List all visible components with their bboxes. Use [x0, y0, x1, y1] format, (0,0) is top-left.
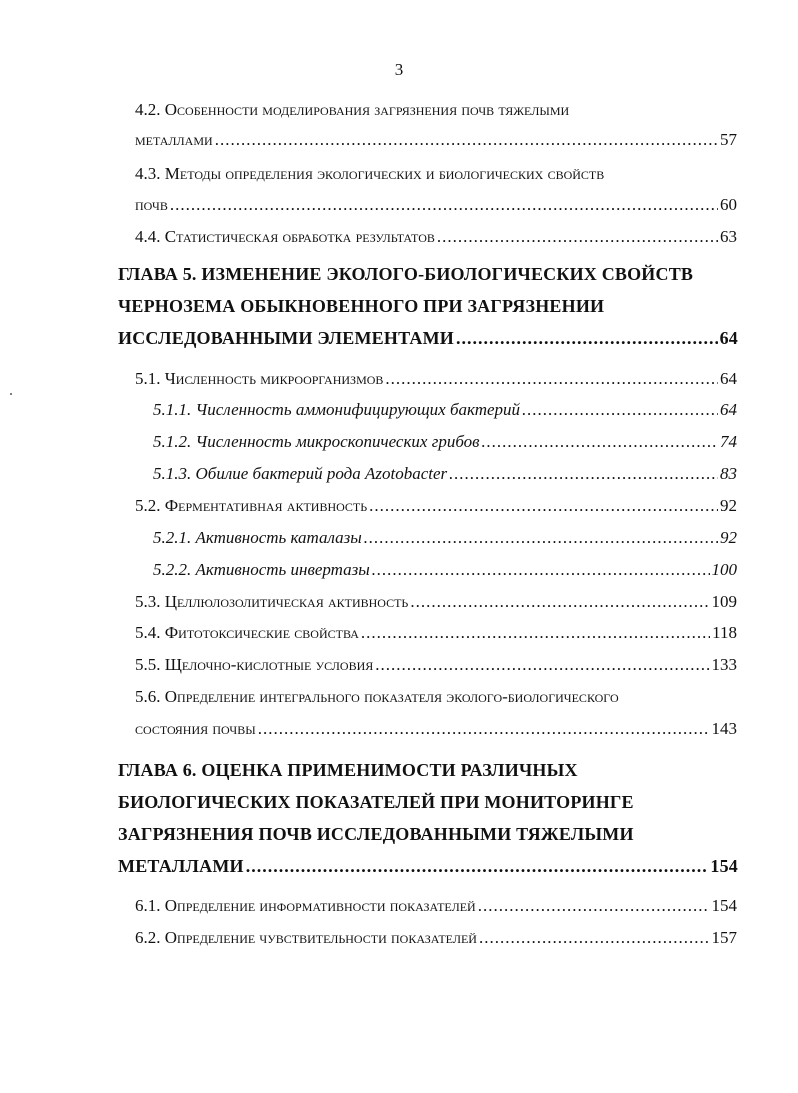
leader-dots: [410, 590, 709, 614]
toc-page-number: 64: [719, 328, 738, 348]
toc-entry-5-6-line1: 5.6. Определение интегрального показателя эколого-биологического: [135, 687, 619, 706]
toc-page-number: 64: [720, 369, 737, 388]
toc-page-number: 63: [720, 227, 737, 246]
leader-dots: [361, 621, 710, 645]
toc-entry-6-1: [135, 894, 737, 918]
toc-entry-title: 4.4. Статистическая обработка результатов: [135, 227, 435, 246]
toc-entry-4-3-line1: 4.3. Методы определения экологических и биологических свойств: [135, 164, 605, 183]
toc-page-number: 57: [720, 130, 737, 149]
leader-dots: [479, 926, 710, 950]
toc-entry-title: 5.1. Численность микроорганизмов: [135, 369, 384, 388]
toc-entry-4-2-line1: 4.2. Особенности моделирования загрязнения почв тяжелыми: [135, 100, 570, 119]
toc-page-number: 64: [720, 400, 737, 419]
toc-entry-title: 5.2. Ферментативная активность: [135, 496, 368, 515]
leader-dots: [372, 558, 710, 582]
toc-entry-5-2-1: [153, 526, 737, 550]
toc-entry-5-1-3: [153, 462, 737, 486]
page-number: 3: [394, 60, 404, 79]
toc-entry-title: 5.4. Фитотоксические свойства: [135, 623, 359, 642]
toc-page-number: 60: [720, 195, 737, 214]
toc-page-number: 154: [710, 856, 738, 876]
toc-entry-4-2: [135, 128, 737, 152]
toc-entry-title: 5.2.2. Активность инвертазы: [153, 560, 370, 579]
chapter-6-line3: ЗАГРЯЗНЕНИЯ ПОЧВ ИССЛЕДОВАННЫМИ ТЯЖЕЛЫМИ: [118, 824, 634, 844]
toc-page-number: 109: [711, 592, 737, 611]
toc-entry-title: состояния почвы: [135, 719, 256, 738]
toc-entry-title: 5.1.2. Численность микроскопических грибов: [153, 432, 480, 451]
toc-entry-title: 5.1.3. Обилие бактерий рода Azotobacter: [153, 464, 448, 483]
chapter-5-heading: [118, 326, 738, 350]
toc-entry-title: 5.2.1. Активность каталазы: [153, 528, 362, 547]
toc-entry-6-2: [135, 926, 737, 950]
toc-entry-title: 6.1. Определение информативности показателей: [135, 896, 476, 915]
leader-dots: [375, 653, 709, 677]
toc-entry-5-1-2: [153, 430, 737, 454]
chapter-5-line1: ГЛАВА 5. ИЗМЕНЕНИЕ ЭКОЛОГО-БИОЛОГИЧЕСКИХ СВОЙСТВ: [118, 264, 694, 284]
leader-dots: [258, 717, 710, 741]
chapter-6-heading: [118, 854, 738, 878]
toc-entry-4-4: [135, 225, 737, 249]
leader-dots: [478, 894, 710, 918]
leader-dots: [364, 526, 718, 550]
toc-page-number: 118: [712, 623, 737, 642]
toc-entry-title: ИССЛЕДОВАННЫМИ ЭЛЕМЕНТАМИ: [118, 328, 454, 348]
toc-page-number: 133: [711, 655, 737, 674]
toc-entry-title: 6.2. Определение чувствительности показателей: [135, 928, 477, 947]
toc-entry-5-5: [135, 653, 737, 677]
toc-entry-5-4: [135, 621, 737, 645]
leader-dots: [246, 854, 709, 878]
leader-dots: [437, 225, 718, 249]
leader-dots: [522, 398, 718, 422]
leader-dots: [170, 193, 718, 217]
toc-entry-title: металлами: [135, 130, 213, 149]
toc-entry-5-3: [135, 590, 737, 614]
toc-page-number: 83: [720, 464, 737, 483]
leader-dots: [385, 367, 718, 391]
toc-page-number: 157: [711, 928, 737, 947]
toc-page-number: 154: [711, 896, 737, 915]
toc-entry-title: 5.3. Целлюлозолитическая активность: [135, 592, 409, 611]
leader-dots: [456, 326, 718, 350]
toc-page-number: 143: [711, 719, 737, 738]
toc-page-number: 100: [711, 560, 737, 579]
chapter-5-line2: ЧЕРНОЗЕМА ОБЫКНОВЕННОГО ПРИ ЗАГРЯЗНЕНИИ: [118, 296, 605, 316]
toc-entry-title: 5.1.1. Численность аммонифицирующих бактерий: [153, 400, 521, 419]
toc-entry-4-3: [135, 193, 737, 217]
toc-entry-5-2: [135, 494, 737, 518]
chapter-6-line1: ГЛАВА 6. ОЦЕНКА ПРИМЕНИМОСТИ РАЗЛИЧНЫХ: [118, 760, 578, 780]
toc-entry-title: 5.5. Щелочно-кислотные условия: [135, 655, 374, 674]
toc-page-number: 74: [720, 432, 737, 451]
toc-entry-5-2-2: [153, 558, 737, 582]
leader-dots: [369, 494, 718, 518]
leader-dots: [449, 462, 718, 486]
toc-entry-5-1: [135, 367, 737, 391]
scan-speck: [10, 393, 12, 395]
toc-page-number: 92: [720, 496, 737, 515]
toc-entry-5-1-1: [153, 398, 737, 422]
toc-page-number: 92: [720, 528, 737, 547]
toc-entry-5-6: [135, 717, 737, 741]
leader-dots: [215, 128, 718, 152]
toc-entry-title: почв: [135, 195, 168, 214]
leader-dots: [482, 430, 718, 454]
chapter-6-line2: БИОЛОГИЧЕСКИХ ПОКАЗАТЕЛЕЙ ПРИ МОНИТОРИНГЕ: [118, 792, 634, 812]
toc-entry-title: МЕТАЛЛАМИ: [118, 856, 244, 876]
